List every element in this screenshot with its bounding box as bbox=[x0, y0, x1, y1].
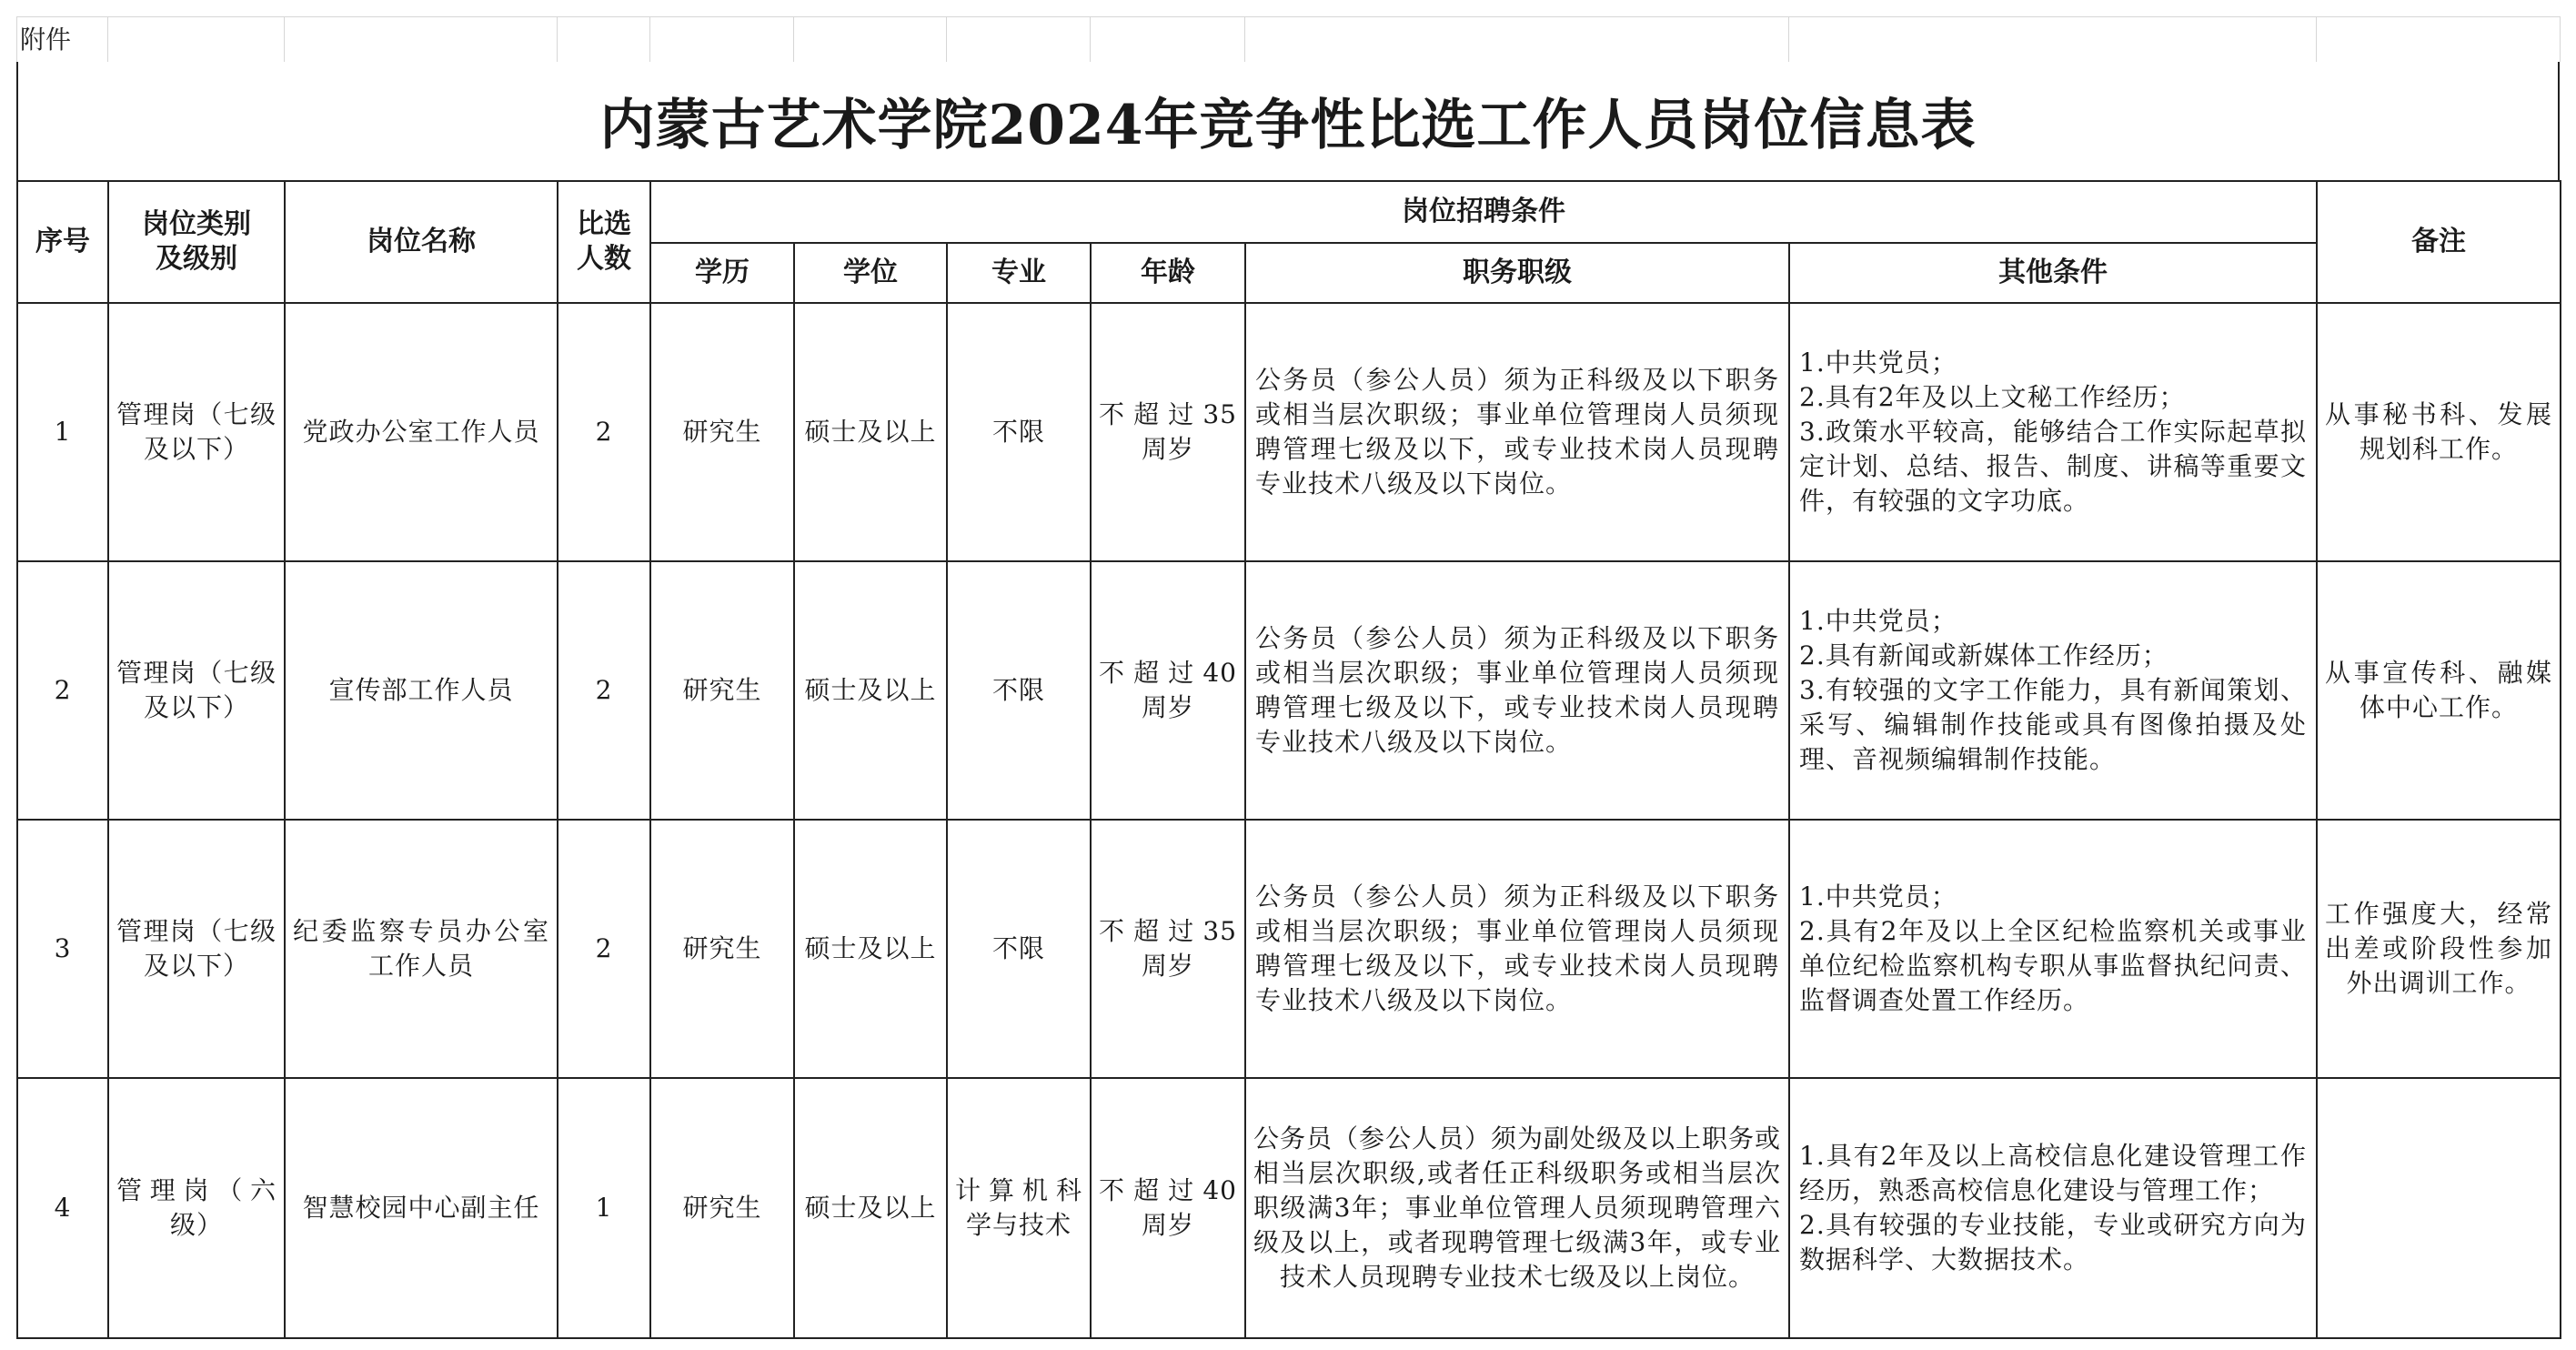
cell-age[interactable]: 不超过35周岁 bbox=[1091, 303, 1245, 561]
cell-rank[interactable]: 公务员（参公人员）须为副处级及以上职务或相当层次职级,或者任正科级职务或相当层次职级满3年；事业单位管理人员须现聘管理六级及以上，或者现聘管理七级满3年，或专业技术人员现聘专业技术七级及以上岗位。 bbox=[1245, 1078, 1789, 1338]
header-name[interactable]: 岗位名称 bbox=[285, 181, 558, 303]
page-title: 内蒙古艺术学院2024年竞争性比选工作人员岗位信息表 bbox=[599, 94, 1977, 157]
grid-line bbox=[557, 16, 558, 62]
grid-line bbox=[2560, 16, 2561, 62]
cell-count[interactable]: 2 bbox=[558, 820, 650, 1078]
cell-rank[interactable]: 公务员（参公人员）须为正科级及以下职务或相当层次职级；事业单位管理岗人员须现聘管理七级及以下，或专业技术岗人员现聘专业技术八级及以下岗位。 bbox=[1245, 303, 1789, 561]
cell-name[interactable]: 宣传部工作人员 bbox=[285, 561, 558, 820]
header-notes[interactable]: 备注 bbox=[2317, 181, 2561, 303]
cell-category[interactable]: 管理岗（六级） bbox=[108, 1078, 285, 1338]
other-line: 2.具有较强的专业技能，专业或研究方向为数据科学、大数据技术。 bbox=[1799, 1210, 2308, 1274]
cell-count[interactable]: 2 bbox=[558, 303, 650, 561]
grid-line bbox=[793, 16, 794, 62]
header-major[interactable]: 专业 bbox=[947, 243, 1091, 303]
header-index[interactable]: 序号 bbox=[17, 181, 108, 303]
table-row bbox=[17, 1078, 2561, 1338]
table-row bbox=[17, 561, 2561, 820]
attachment-label: 附件 bbox=[20, 25, 72, 55]
cell-education[interactable]: 研究生 bbox=[650, 1078, 794, 1338]
cell-degree[interactable]: 硕士及以上 bbox=[794, 303, 947, 561]
other-line: 3.政策水平较高，能够结合工作实际起草拟定计划、总结、报告、制度、讲稿等重要文件，有较强的文字功底。 bbox=[1799, 417, 2308, 516]
header-education[interactable]: 学历 bbox=[650, 243, 794, 303]
title-cell[interactable] bbox=[16, 62, 2560, 180]
cell-education[interactable]: 研究生 bbox=[650, 561, 794, 820]
cell-index[interactable]: 3 bbox=[17, 820, 108, 1078]
header-conditions[interactable]: 岗位招聘条件 bbox=[650, 181, 2317, 243]
cell-notes[interactable]: 工作强度大，经常出差或阶段性参加外出调训工作。 bbox=[2317, 820, 2561, 1078]
cell-age[interactable]: 不超过40周岁 bbox=[1091, 1078, 1245, 1338]
cell-other[interactable] bbox=[1789, 820, 2317, 1078]
other-line: 1.中共党员； bbox=[1799, 606, 1957, 636]
cell-age[interactable]: 不超过35周岁 bbox=[1091, 820, 1245, 1078]
cell-major[interactable]: 不限 bbox=[947, 561, 1091, 820]
cell-major[interactable]: 不限 bbox=[947, 303, 1091, 561]
cell-major[interactable]: 计算机科学与技术 bbox=[947, 1078, 1091, 1338]
grid-line bbox=[946, 16, 947, 62]
header-category[interactable]: 岗位类别及级别 bbox=[108, 181, 285, 303]
cell-name[interactable]: 纪委监察专员办公室工作人员 bbox=[285, 820, 558, 1078]
cell-education[interactable]: 研究生 bbox=[650, 303, 794, 561]
header-rank[interactable]: 职务职级 bbox=[1245, 243, 1789, 303]
cell-notes[interactable]: 从事秘书科、发展规划科工作。 bbox=[2317, 303, 2561, 561]
cell-rank[interactable]: 公务员（参公人员）须为正科级及以下职务或相当层次职级；事业单位管理岗人员须现聘管理七级及以下，或专业技术岗人员现聘专业技术八级及以下岗位。 bbox=[1245, 561, 1789, 820]
other-line: 1.中共党员； bbox=[1799, 348, 1957, 378]
cell-degree[interactable]: 硕士及以上 bbox=[794, 820, 947, 1078]
cell-major[interactable]: 不限 bbox=[947, 820, 1091, 1078]
cell-degree[interactable]: 硕士及以上 bbox=[794, 1078, 947, 1338]
other-line: 3.有较强的文字工作能力，具有新闻策划、采写、编辑制作技能或具有图像拍摄及处理、音视频编辑制作技能。 bbox=[1799, 675, 2308, 774]
cell-education[interactable]: 研究生 bbox=[650, 820, 794, 1078]
grid-line bbox=[1244, 16, 1245, 62]
table-row bbox=[17, 303, 2561, 561]
grid-line bbox=[1788, 16, 1789, 62]
cell-count[interactable]: 2 bbox=[558, 561, 650, 820]
table-row bbox=[17, 820, 2561, 1078]
cell-name[interactable]: 党政办公室工作人员 bbox=[285, 303, 558, 561]
grid-line bbox=[2316, 16, 2317, 62]
other-line: 2.具有2年及以上文秘工作经历； bbox=[1799, 382, 2186, 412]
cell-rank[interactable]: 公务员（参公人员）须为正科级及以下职务或相当层次职级；事业单位管理岗人员须现聘管理七级及以下，或专业技术岗人员现聘专业技术八级及以下岗位。 bbox=[1245, 820, 1789, 1078]
cell-index[interactable]: 2 bbox=[17, 561, 108, 820]
cell-other[interactable] bbox=[1789, 1078, 2317, 1338]
header-degree[interactable]: 学位 bbox=[794, 243, 947, 303]
cell-notes[interactable] bbox=[2317, 1078, 2561, 1338]
cell-other[interactable] bbox=[1789, 303, 2317, 561]
cell-age[interactable]: 不超过40周岁 bbox=[1091, 561, 1245, 820]
cell-category[interactable]: 管理岗（七级及以下） bbox=[108, 820, 285, 1078]
other-line: 2.具有2年及以上全区纪检监察机关或事业单位纪检监察机构专职从事监督执纪问责、监督调查处置工作经历。 bbox=[1799, 916, 2308, 1015]
positions-table bbox=[16, 180, 2561, 1339]
grid-line bbox=[284, 16, 285, 62]
other-line: 1.具有2年及以上高校信息化建设管理工作经历，熟悉高校信息化建设与管理工作； bbox=[1799, 1141, 2308, 1205]
cell-category[interactable]: 管理岗（七级及以下） bbox=[108, 561, 285, 820]
cell-category[interactable]: 管理岗（七级及以下） bbox=[108, 303, 285, 561]
cell-index[interactable]: 4 bbox=[17, 1078, 108, 1338]
grid-line bbox=[16, 16, 17, 62]
header-count[interactable]: 比选人数 bbox=[558, 181, 650, 303]
grid-line bbox=[649, 16, 650, 62]
other-line: 2.具有新闻或新媒体工作经历； bbox=[1799, 640, 2168, 670]
header-other[interactable]: 其他条件 bbox=[1789, 243, 2317, 303]
header-row bbox=[17, 181, 2561, 243]
cell-count[interactable]: 1 bbox=[558, 1078, 650, 1338]
grid-line bbox=[107, 16, 108, 62]
cell-degree[interactable]: 硕士及以上 bbox=[794, 561, 947, 820]
other-line: 1.中共党员； bbox=[1799, 882, 1957, 912]
grid-line bbox=[16, 16, 2560, 17]
grid-line bbox=[1090, 16, 1091, 62]
cell-index[interactable]: 1 bbox=[17, 303, 108, 561]
cell-other[interactable] bbox=[1789, 561, 2317, 820]
cell-name[interactable]: 智慧校园中心副主任 bbox=[285, 1078, 558, 1338]
cell-notes[interactable]: 从事宣传科、融媒体中心工作。 bbox=[2317, 561, 2561, 820]
header-age[interactable]: 年龄 bbox=[1091, 243, 1245, 303]
